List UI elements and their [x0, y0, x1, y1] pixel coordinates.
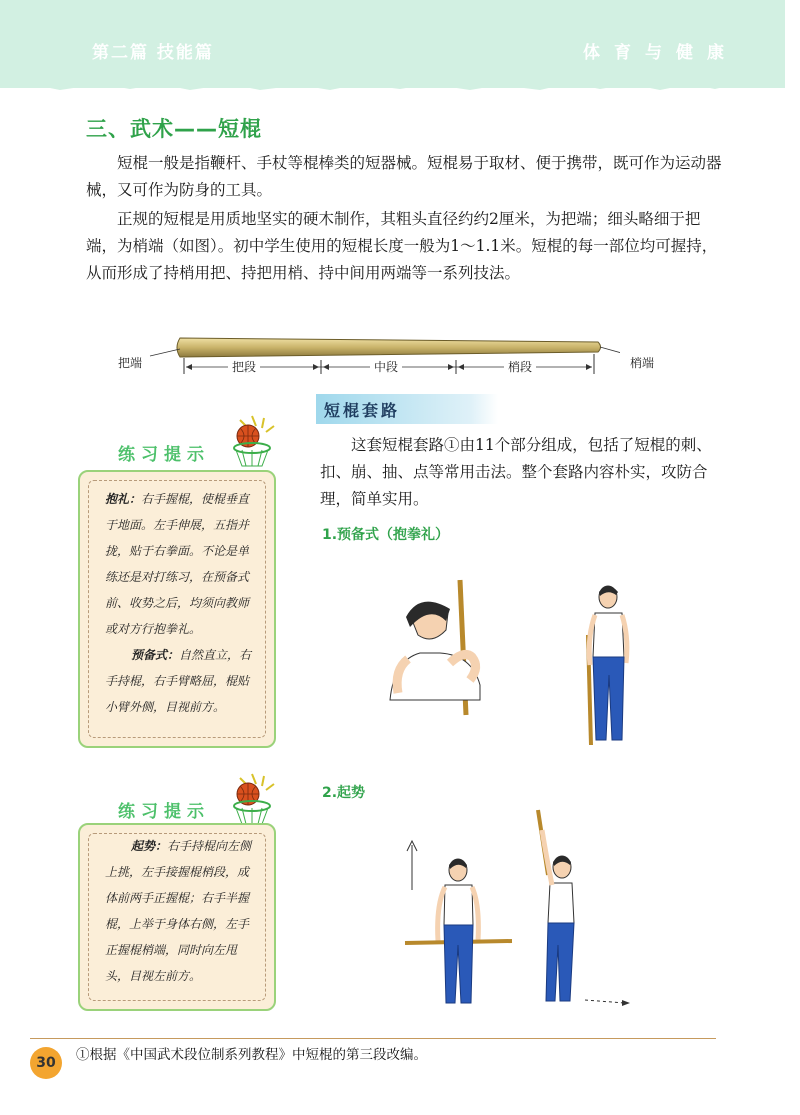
- practice-tips-text: [105, 486, 255, 720]
- tip-item: [105, 642, 255, 720]
- practice-tips-text: [105, 833, 255, 989]
- tip-item: [105, 833, 255, 989]
- stick-segment-middle: 中段: [370, 358, 402, 375]
- tip-body: 右手握棍，使棍垂直于地面。左手伸展，五指并拢，贴于右拳面。不论是单练还是对打练习，在预备式前、收势之后，均须向教师或对方行抱拳礼。: [105, 492, 250, 636]
- practice-tips-heading: 练习提示: [118, 445, 210, 465]
- footnote: ①根据《中国武术段位制系列教程》中短棍的第三段改编。: [76, 1047, 427, 1063]
- start-stance-illustration: [400, 805, 640, 1010]
- tip-term: 起势：: [131, 839, 168, 853]
- tip-term: 抱礼：: [105, 492, 142, 506]
- standing-figure: [588, 586, 627, 745]
- footnote-divider: [30, 1038, 716, 1039]
- stick-segment-butt: 把段: [228, 358, 260, 375]
- page-number: 30: [30, 1047, 62, 1079]
- paragraph-stick-spec: 正规的短棍是用质地坚实的硬木制作，其粗头直径约约2厘米，为把端；细头略细于把端，为梢端（如图）。初中学生使用的短棍长度一般为1～1.1米。短棍的每一部位均可握持，从而形成了持梢用把、持把用梢、持中间用两端等一系列技法。: [86, 210, 718, 282]
- bust-figure: [390, 580, 480, 715]
- chapter-label: 第二篇 技能篇: [92, 43, 214, 63]
- stick-tip-label: 梢端: [630, 356, 655, 370]
- basketball-hoop-icon: [222, 412, 282, 470]
- tip-term: 预备式：: [131, 648, 180, 662]
- stick-segment-tip: 梢段: [504, 358, 536, 375]
- tip-item: [105, 486, 255, 642]
- paragraph-intro: 短棍一般是指鞭杆、手杖等棍棒类的短器械。短棍易于取材、便于携带，既可作为运动器械，又可作为防身的工具。: [86, 154, 722, 199]
- header-torn-edge: [0, 78, 785, 94]
- move-title-start: 2.起势: [322, 785, 366, 801]
- basketball-hoop-icon: [222, 770, 282, 828]
- ready-stance-illustration: [380, 575, 720, 750]
- tip-body: 右手持棍向左侧上挑，左手接握棍梢段，成体前两手正握棍；右手半握棍，上举于身体右侧，左手正握棍梢端，同时向左甩头，目视左前方。: [105, 839, 252, 983]
- move-title-ready: 1.预备式（抱拳礼）: [322, 527, 450, 543]
- section-title: 三、武术——短棍: [86, 117, 262, 141]
- practice-tips-heading: 练习提示: [118, 802, 210, 822]
- tip-body: 自然直立，右手持棍，右手臂略屈，棍贴小臂外侧，目视前方。: [105, 648, 252, 714]
- book-title: 体育与健康: [583, 43, 738, 63]
- figure-side-view: [538, 810, 630, 1006]
- stick-diagram: [100, 330, 620, 380]
- routine-intro: 这套短棍套路①由11个部分组成，包括了短棍的刺、扣、崩、抽、点等常用击法。整个套路内容朴实，攻防合理，简单实用。: [320, 436, 712, 508]
- figure-front-view: [405, 841, 512, 1003]
- stick-butt-label: 把端: [118, 356, 143, 370]
- routine-title: 短棍套路: [324, 401, 401, 420]
